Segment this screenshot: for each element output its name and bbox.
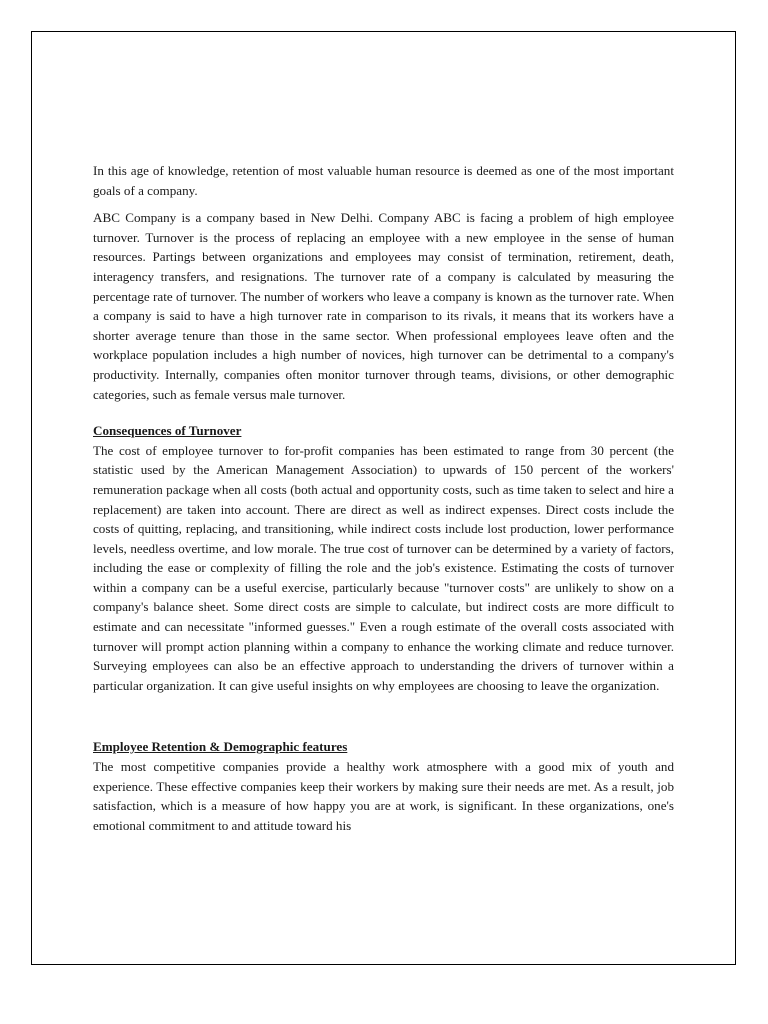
consequences-heading: Consequences of Turnover	[93, 423, 242, 439]
consequences-paragraph: The cost of employee turnover to for-profit companies has been estimated to range from 30 percent (the statistic used by the American Management Association) to upwards of 150 percent of the workers' remuneration package when all costs (both actual and opportunity costs, such as time taken to select and hire a replacement) are taken into account. There are direct as well as indirect expenses. Direct costs include the costs of quitting, replacing, and transitioning, while indirect costs include lost production, lower performance levels, needless overtime, and low morale. The true cost of turnover can be determined by a variety of factors, including the ease or complexity of filling the role and the job's existence. Estimating the costs of turnover within a company can be a useful exercise, particularly because "turnover costs" are unlikely to show on a company's balance sheet. Some direct costs are simple to calculate, but indirect costs are more difficult to estimate and can necessitate "informed guesses." Even a rough estimate of the overall costs associated with turnover will prompt action planning within a company to enhance the working climate and reduce turnover. Surveying employees can also be an effective approach to understanding the drivers of turnover within a particular organization. It can give useful insights on why employees are choosing to leave the organization.	[93, 442, 674, 693]
intro-paragraph: In this age of knowledge, retention of most valuable human resource is deemed as one of the most important goals of a company.	[93, 163, 674, 198]
abc-company-paragraph: ABC Company is a company based in New Delhi. Company ABC is facing a problem of high employee turnover. Turnover is the process of replacing an employee with a new employee in the sense of human resources. Partings between organizations and employees may consist of termination, retirement, death, interagency transfers, and resignations. The turnover rate of a company is calculated by measuring the percentage rate of turnover. The number of workers who leave a company is known as the turnover rate. When a company is said to have a high turnover rate in comparison to its rivals, it means that its workers have a shorter average tenure than those in the same sector. When professional employees leave often and the workplace population includes a high number of novices, high turnover can be detrimental to a company's productivity. Internally, companies often monitor turnover through teams, divisions, or other demographic categories, such as female versus male turnover.	[93, 210, 674, 402]
section-spacer	[93, 695, 674, 737]
retention-paragraph: The most competitive companies provide a healthy work atmosphere with a good mix of youth and experience. These effective companies keep their workers by making sure their needs are met. As a result, job satisfaction, which is a measure of how happy you are at work, is significant. In these organizations, one's emotional commitment to and attitude toward his	[93, 759, 674, 833]
retention-heading: Employee Retention & Demographic features	[93, 739, 348, 755]
document-body	[93, 161, 674, 835]
